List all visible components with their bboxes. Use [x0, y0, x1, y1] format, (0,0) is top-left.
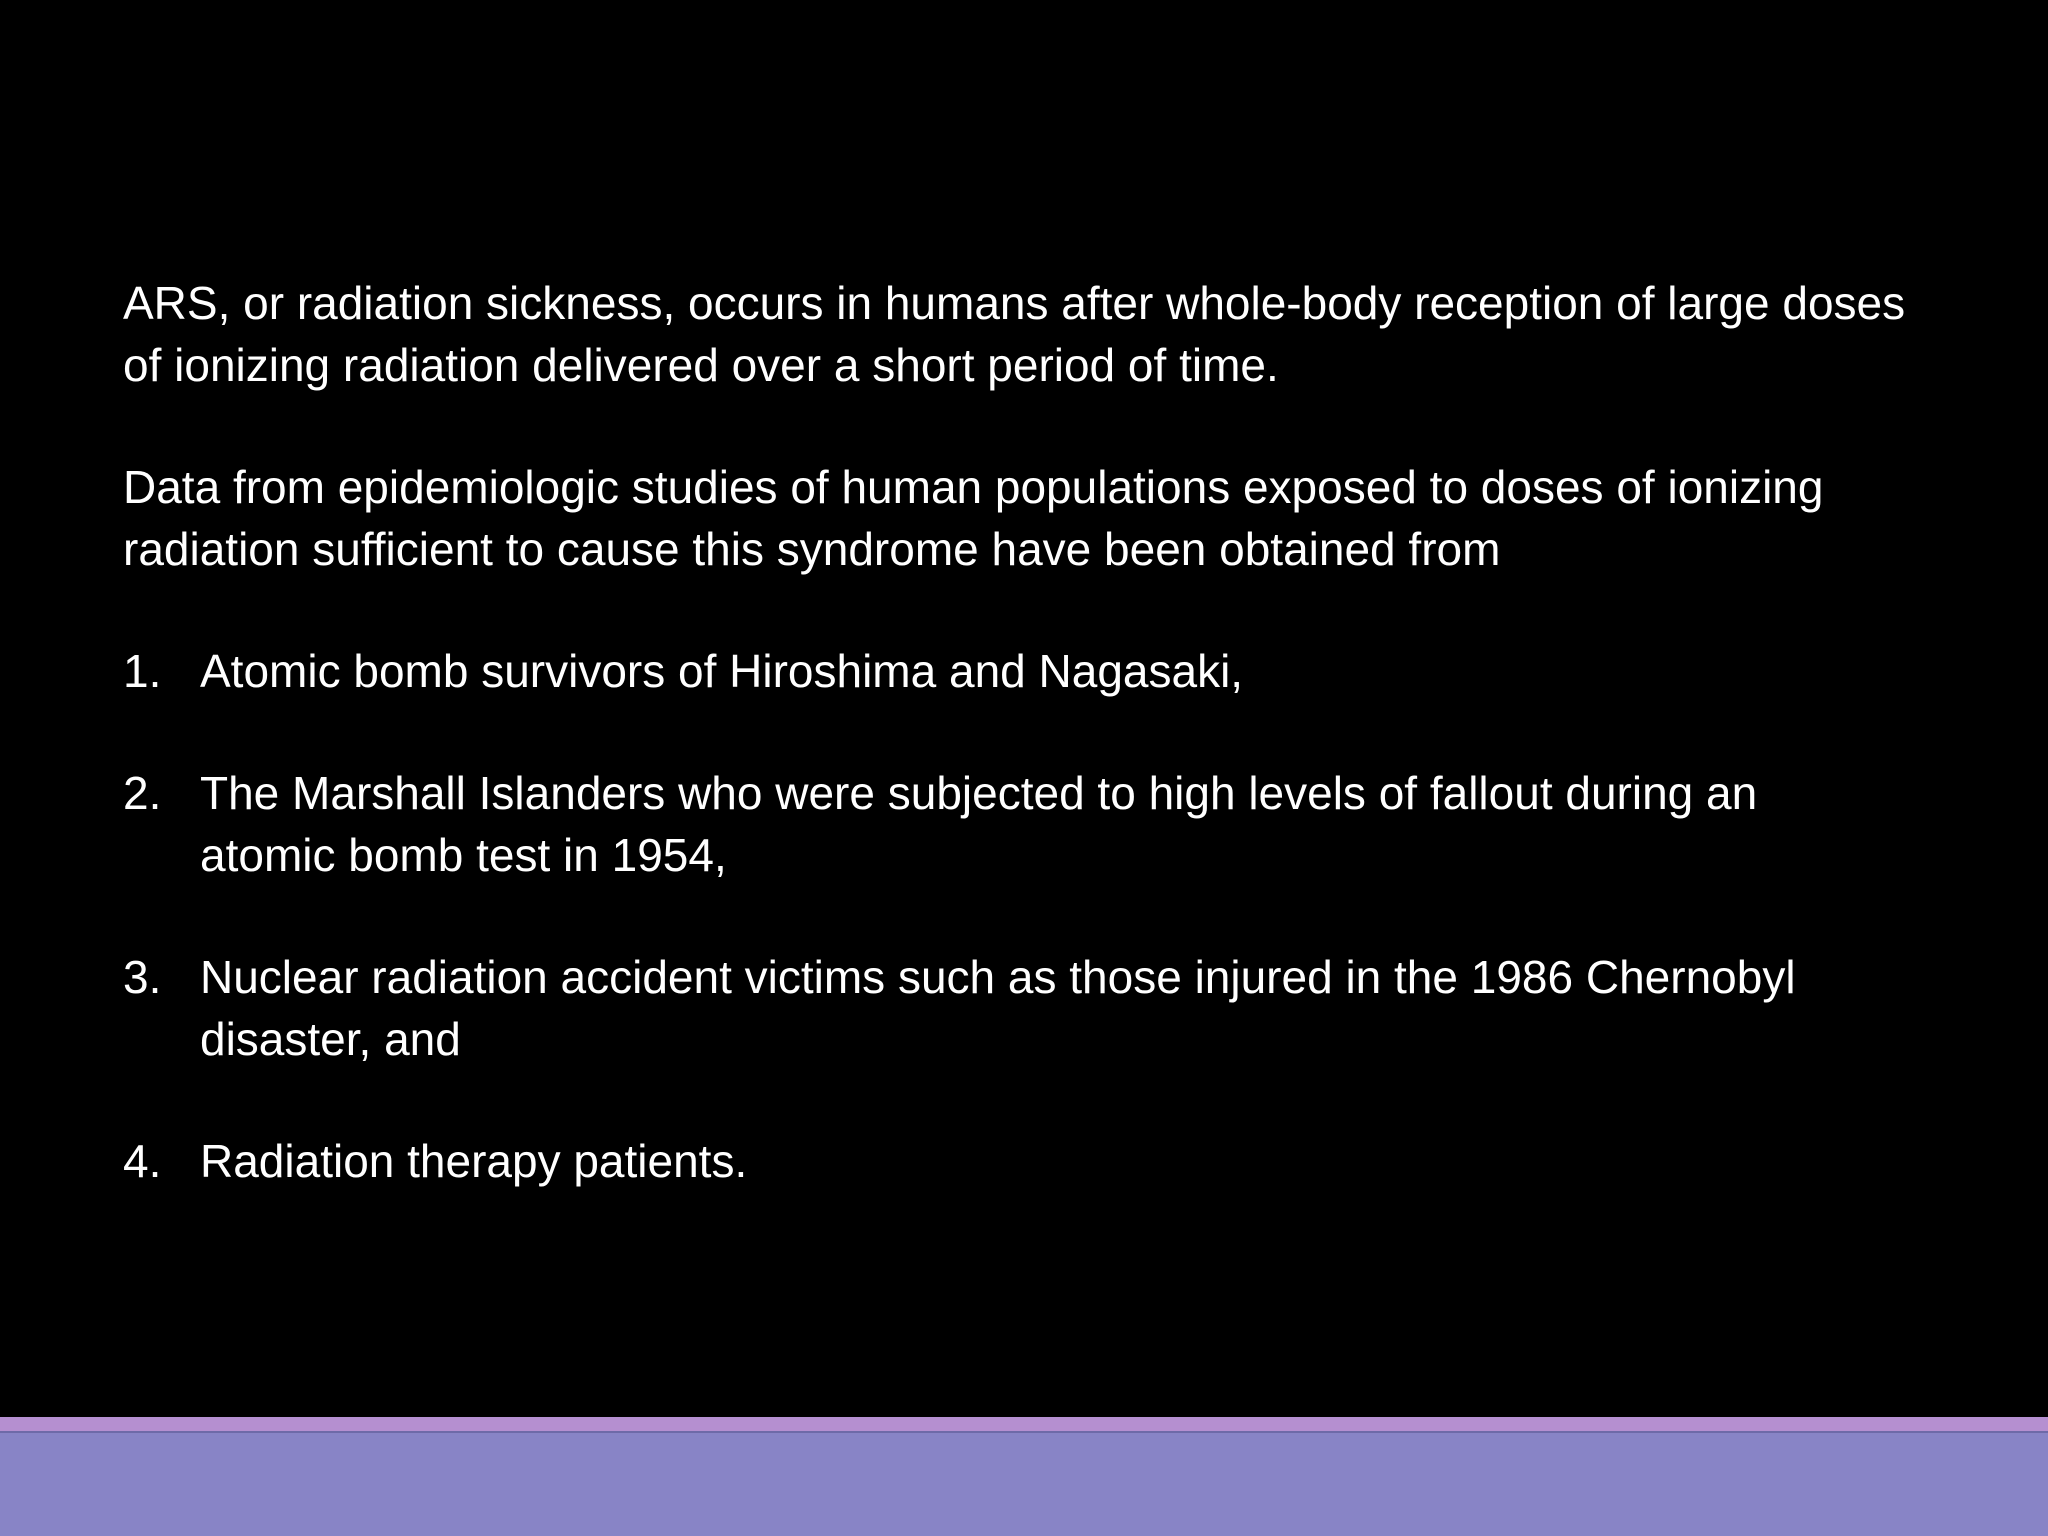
- data-sources-paragraph: Data from epidemiologic studies of human populations exposed to doses of ionizing radiation sufficient to cause this syndrome have been obtained from: [123, 461, 1824, 575]
- list-item-text: Radiation therapy patients.: [200, 1135, 748, 1187]
- list-item-text: The Marshall Islanders who were subjected to high levels of fallout during an atomic bomb test in 1954,: [200, 767, 1758, 881]
- list-item-text: Atomic bomb survivors of Hiroshima and Nagasaki,: [200, 645, 1244, 697]
- footer-accent-stripe: [0, 1417, 2048, 1431]
- list-item-number: 2.: [123, 767, 162, 819]
- intro-paragraph: ARS, or radiation sickness, occurs in humans after whole-body reception of large doses of ionizing radiation delivered over a short period of time.: [123, 277, 1906, 391]
- list-item: [123, 640, 1923, 702]
- footer-bar: [0, 1431, 2048, 1536]
- list-item-text: Nuclear radiation accident victims such as those injured in the 1986 Chernobyl disaster, and: [200, 951, 1796, 1065]
- slide-body: [123, 272, 1923, 1192]
- list-item-number: 3.: [123, 951, 162, 1003]
- list-item-number: 4.: [123, 1135, 162, 1187]
- list-item: [123, 946, 1923, 1070]
- list-item: [123, 1130, 1923, 1192]
- list-item-number: 1.: [123, 645, 162, 697]
- list-item: [123, 762, 1923, 886]
- data-sources-list: [123, 640, 1923, 1192]
